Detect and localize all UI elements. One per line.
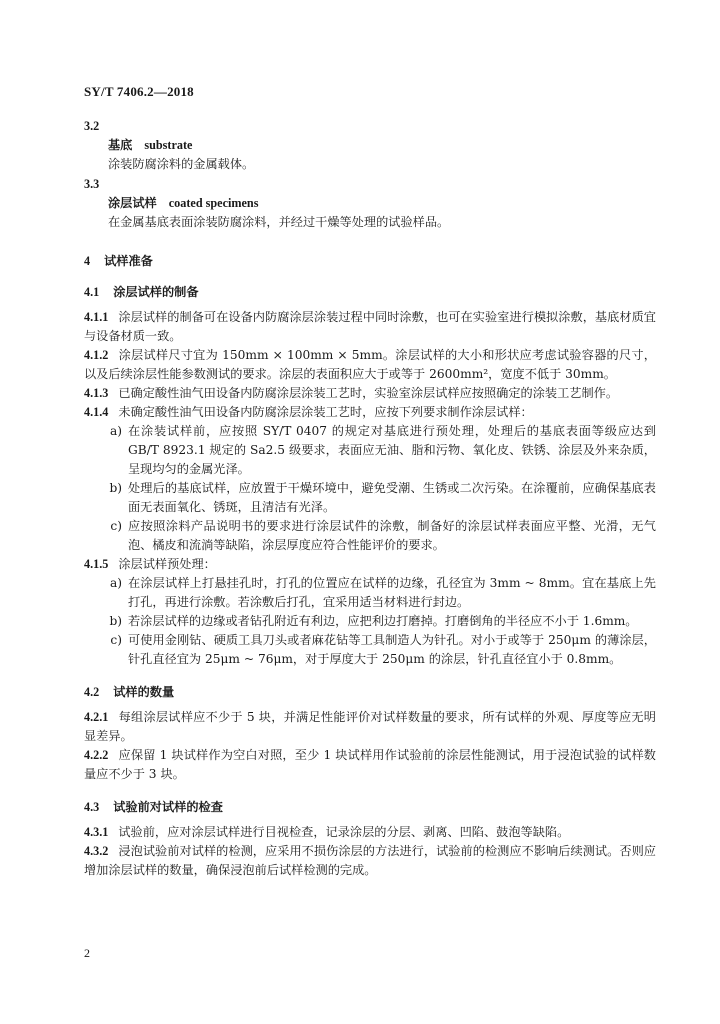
term-zh: 基底 [108, 138, 133, 152]
term-number: 3.2 [84, 119, 100, 133]
section-heading-4-2: 4.2 试样的数量 [84, 685, 175, 699]
term-en: coated specimens [168, 196, 259, 210]
term-en: substrate [144, 138, 193, 152]
page-number: 2 [84, 946, 90, 960]
clause-4-1-5: 4.1.5 涂层试样预处理： [84, 557, 216, 571]
term-definition: 涂装防腐涂料的金属载体。 [108, 157, 255, 171]
clause-4-1-4: 4.1.4 未确定酸性油气田设备内防腐涂层涂装工艺时，应按下列要求制作涂层试样： [84, 405, 533, 419]
clause-4-3-1: 4.3.1 试验前，应对涂层试样进行目视检查，记录涂层的分层、剥离、凹陷、鼓泡等缺陷。 [84, 825, 570, 839]
document-body [84, 116, 656, 880]
term-3-2 [84, 117, 656, 174]
standard-number-header: SY/T 7406.2—2018 [84, 84, 194, 99]
clause-4-2-1: 4.2.1 每组涂层试样应不少于 5 块，并满足性能评价对试样数量的要求，所有试样的外观、厚度等应无明显差异。 [84, 710, 656, 743]
list-item: c) 应按照涂料产品说明书的要求进行涂层试件的涂敷，制备好的涂层试样表面应平整、光滑，无气泡、橘皮和流淌等缺陷，涂层厚度应符合性能评价的要求。 [110, 519, 656, 552]
list-item: b) 若涂层试样的边缘或者钻孔附近有利边，应把利边打磨掉。打磨倒角的半径应不小于 1.6mm。 [109, 614, 638, 628]
clause-4-1-2: 4.1.2 涂层试样尺寸宜为 150mm × 100mm × 5mm。涂层试样的大小和形状应考虑试验容器的尺寸，以及后续涂层性能参数测试的要求。涂层的表面积应大于或等于 2600mm²，宽度不低于 30mm。 [84, 348, 656, 381]
clause-4-1-1: 4.1.1 涂层试样的制备可在设备内防腐涂层涂装过程中同时涂敷，也可在实验室进行模拟涂敷，基底材质宜与设备材质一致。 [84, 310, 656, 343]
list-item: a) 在涂层试样上打悬挂孔时，打孔的位置应在试样的边缘，孔径宜为 3mm ~ 8mm。宜在基底上先打孔，再进行涂敷。若涂敷后打孔，宜采用适当材料进行封边。 [109, 576, 656, 609]
list-item: a) 在涂装试样前，应按照 SY/T 0407 的规定对基底进行预处理，处理后的基底表面等级应达到 GB/T 8923.1 规定的 Sa2.5 级要求，表面应无油、脂和污物、氧化皮、铁锈、涂层及外来杂质，呈现均匀的金属光泽。 [109, 424, 656, 476]
clause-4-3-2: 4.3.2 浸泡试验前对试样的检测，应采用不损伤涂层的方法进行，试验前的检测应不影响后续测试。否则应增加涂层试样的数量，确保浸泡前后试样检测的完成。 [84, 844, 656, 877]
section-heading-4-1: 4.1 涂层试样的制备 [84, 285, 199, 299]
clause-4-1-3: 4.1.3 已确定酸性油气田设备内防腐涂层涂装工艺时，实验室涂层试样应按照确定的涂装工艺制作。 [84, 386, 619, 400]
section-heading-4-3: 4.3 试验前对试样的检查 [84, 800, 223, 814]
term-number: 3.3 [84, 177, 100, 191]
section-heading-4: 4 试样准备 [84, 254, 153, 268]
list-item: b) 处理后的基底试样，应放置于干燥环境中，避免受潮、生锈或二次污染。在涂覆前，应确保基底表面无表面氧化、锈斑，且清洁有光泽。 [109, 481, 656, 514]
list-item: c) 可使用金刚钻、硬质工具刀头或者麻花钻等工具制造人为针孔。对小于或等于 250μm 的薄涂层，针孔直径宜为 25μm ~ 76μm，对于厚度大于 250μm 的涂层，针孔直径宜小于 0.8mm。 [110, 633, 656, 666]
clause-4-2-2: 4.2.2 应保留 1 块试样作为空白对照，至少 1 块试样用作试验前的涂层性能测试，用于浸泡试验的试样数量应不少于 3 块。 [84, 748, 656, 781]
term-3-3 [84, 175, 656, 232]
term-definition: 在金属基底表面涂装防腐涂料，并经过干燥等处理的试验样品。 [108, 215, 450, 229]
term-zh: 涂层试样 [108, 196, 157, 210]
